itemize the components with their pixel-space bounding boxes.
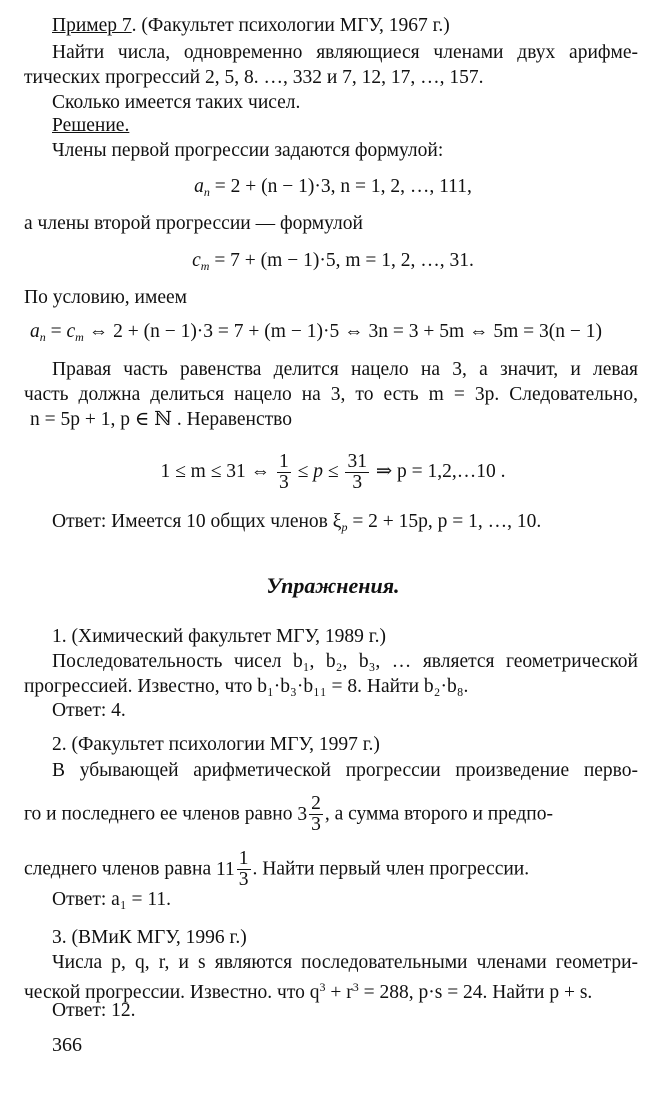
exercises-heading: Упражнения. — [266, 573, 400, 598]
example-answer: Ответ: Имеется 10 общих членов $\xi_p = 2 + 15p$, p = 1, …, 10. — [52, 511, 542, 534]
equation-line: $a_n = c_m$ ⇔ 2 + (n − 1)·3 = 7 + (m − 1)·5 ⇔ 3n = 3 + 5m ⇔ 5m = 3(n − 1) — [30, 321, 603, 344]
exercise-2-text: В убывающей арифметической прогрессии произведение перво- — [52, 760, 638, 781]
paragraph-line: Правая часть равенства делится нацело на 3, а значит, и левая — [52, 359, 638, 380]
exercise-1-title: 1. (Химический факультет МГУ, 1989 г.) — [52, 626, 386, 647]
mixed-number: 3 $\frac{2}{3}$ — [297, 793, 321, 835]
formula-c: $c_m = 7 + (m - 1)\cdot 5$, m = 1, 2, …, 31. — [192, 250, 474, 273]
exercise-3-title: 3. (ВМиК МГУ, 1996 г.) — [52, 927, 247, 948]
paragraph-line: часть должна делиться нацело на 3, то есть m = 3p. Следовательно, — [24, 384, 638, 405]
page-number: 366 — [52, 1034, 82, 1056]
exercise-1-text: Последовательность чисел b₁, b₂, b₃, … является геометрической — [52, 651, 638, 672]
condition-intro: По условию, имеем — [24, 287, 187, 308]
example-title: Пример 7. (Факультет психологии МГУ, 1967 г.) — [52, 15, 450, 36]
mixed-number: 11 $\frac{1}{3}$ — [215, 848, 249, 890]
second-intro: а члены второй прогрессии — формулой — [24, 213, 363, 234]
exercise-3-text: ческой прогрессии. Известно. что $q^3 + r^3 = 288$, p·s = 24. Найти p + s. — [24, 980, 593, 1003]
exercise-2-text: го и последнего ее членов равно 3 $\frac{2}{3}$ , а сумма второго и предпо- — [24, 793, 553, 835]
fraction: $\frac{31}{3}$ — [347, 451, 367, 493]
exercise-1-answer: Ответ: 4. — [52, 700, 126, 721]
formula-a: $a_n = 2 + (n - 1)\cdot 3$, n = 1, 2, …, 111, — [194, 176, 472, 199]
solution-label: Решение. — [52, 115, 130, 136]
example-question: Сколько имеется таких чисел. — [52, 92, 301, 113]
paragraph-line: n = 5p + 1, p ∈ ℕ . Неравенство — [30, 409, 292, 430]
exercise-2-title: 2. (Факультет психологии МГУ, 1997 г.) — [52, 734, 380, 755]
exercise-1-text: прогрессией. Известно, что b₁·b₃·b₁₁ = 8. Найти b₂·b₈. — [24, 676, 469, 697]
fraction: $\frac{1}{3}$ — [279, 451, 289, 493]
inequality: 1 ≤ m ≤ 31 ⇔ $\frac{1}{3}$ ≤ p ≤ $\frac{31}{3}$ ⇒ p = 1,2,…10 . — [160, 451, 506, 493]
exercise-3-answer: Ответ: 12. — [52, 1000, 136, 1021]
example-text-line: тических прогрессий 2, 5, 8. …, 332 и 7, 12, 17, …, 157. — [24, 67, 484, 88]
example-text-line: Найти числа, одновременно являющиеся членами двух арифме- — [52, 42, 638, 63]
exercise-3-text: Числа p, q, r, и s являются последовательными членами геометри- — [52, 952, 638, 973]
first-intro: Члены первой прогрессии задаются формулой: — [52, 140, 444, 161]
exercise-2-text: следнего членов равна 11 $\frac{1}{3}$ . Найти первый член прогрессии. — [24, 848, 530, 890]
exercise-2-answer: Ответ: a₁ = 11. — [52, 889, 172, 910]
